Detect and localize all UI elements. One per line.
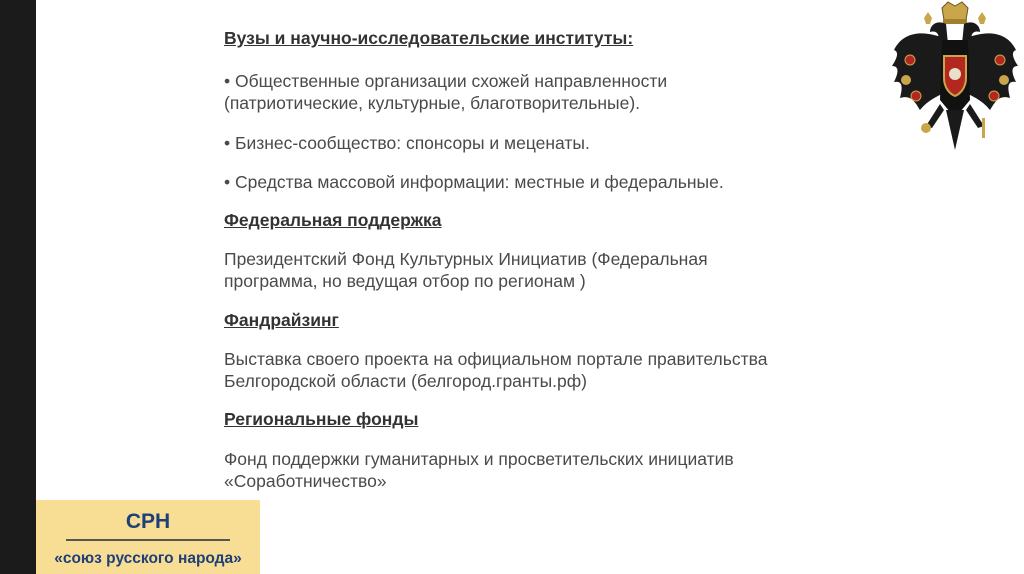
heading-federal-support: Федеральная поддержка: [224, 210, 442, 230]
public-organizations-line-1: • Общественные организации схожей направленности: [224, 71, 668, 91]
block-presidential-fund: [224, 248, 884, 292]
mass-media-line: • Средства массовой информации: местные и федеральные.: [224, 172, 724, 192]
presidential-fund-line-1: Президентский Фонд Культурных Инициатив (Федеральная: [224, 249, 708, 269]
double-headed-eagle-icon: [886, 0, 1024, 160]
block-heading-regional-funds: [224, 409, 884, 430]
left-accent-bar: [0, 0, 36, 574]
cooperation-fund-line-2: «Соработничество»: [224, 471, 387, 491]
cooperation-fund-line-1: Фонд поддержки гуманитарных и просветительских инициатив: [224, 449, 734, 469]
public-organizations-line-2: (патриотические, культурные, благотворительные).: [224, 93, 641, 113]
block-mass-media: [224, 171, 884, 193]
block-public-organizations: [224, 70, 884, 114]
srn-badge: [36, 500, 260, 574]
block-exhibition: [224, 348, 884, 392]
badge-divider: [66, 539, 230, 541]
badge-subtitle: «союз русского народа»: [54, 550, 242, 567]
block-cooperation-fund: [224, 448, 884, 492]
business-community-line: • Бизнес-сообщество: спонсоры и меценаты.: [224, 133, 590, 153]
heading-universities: Вузы и научно-исследовательские институты:: [224, 28, 634, 48]
presidential-fund-line-2: программа, но ведущая отбор по регионам ): [224, 271, 586, 291]
badge-title: СРН: [125, 510, 171, 533]
heading-fundraising: Фандрайзинг: [224, 310, 339, 330]
heading-regional-funds: Региональные фонды: [224, 409, 419, 429]
block-heading-federal-support: [224, 210, 884, 231]
block-heading-fundraising: [224, 310, 884, 331]
block-business-community: [224, 132, 884, 154]
block-heading-universities: [224, 28, 884, 49]
exhibition-line-2: Белгородской области (белгород.гранты.рф): [224, 371, 587, 391]
exhibition-line-1: Выставка своего проекта на официальном портале правительства: [224, 349, 768, 369]
